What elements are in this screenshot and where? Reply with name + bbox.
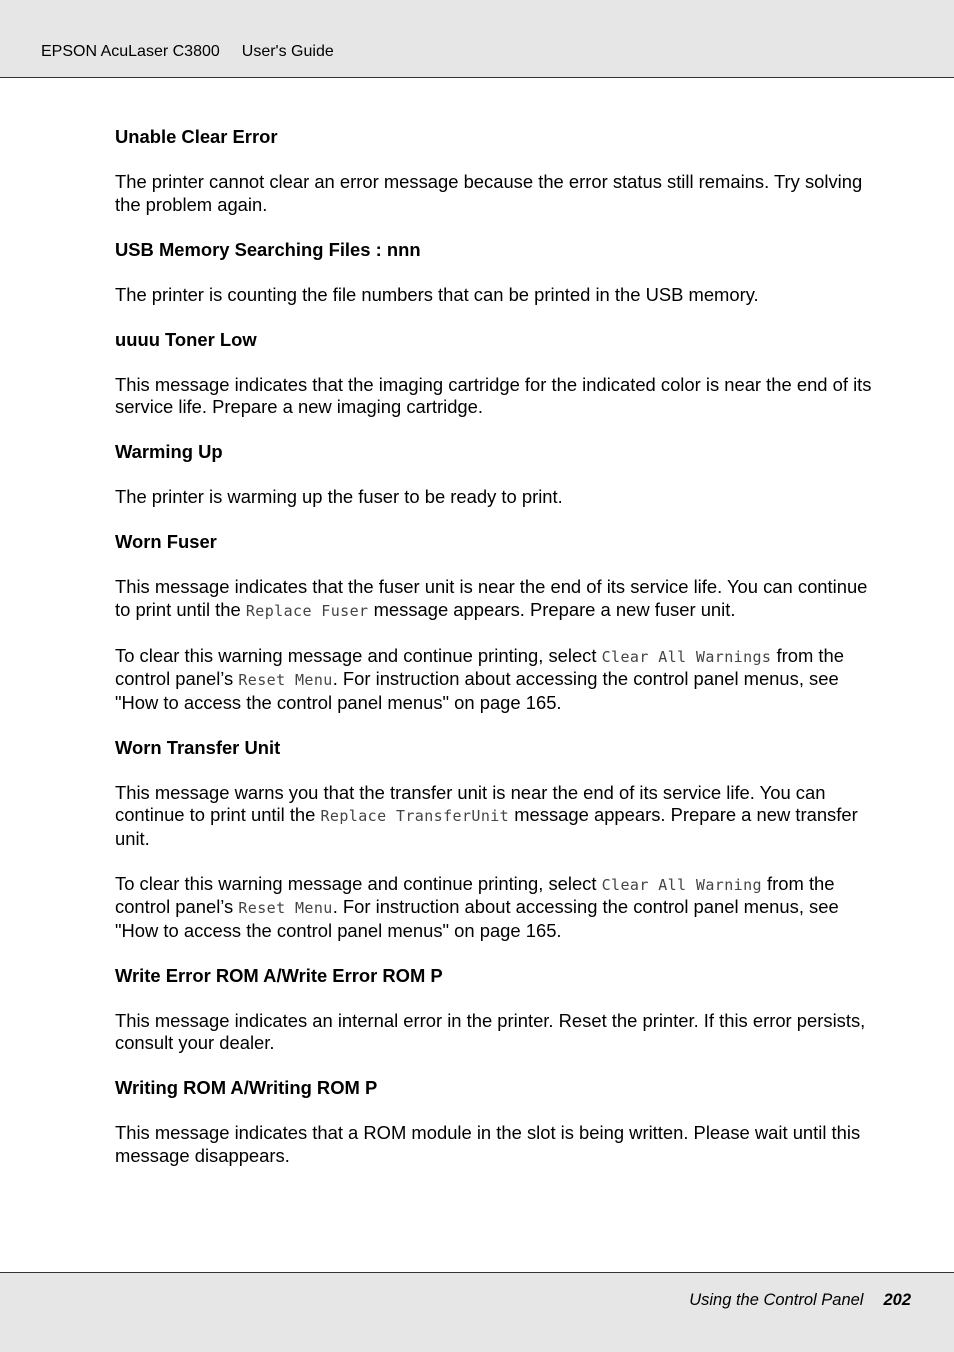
header-product: EPSON AcuLaser C3800 xyxy=(41,43,220,60)
paragraph-text: from the control panel’s xyxy=(115,644,844,689)
paragraph-text: . For instruction about accessing the control panel menus, see "How to access the control panel menus" on page 165. xyxy=(115,896,839,941)
main-content xyxy=(115,126,880,1190)
page-footer xyxy=(0,1272,954,1352)
section-heading: uuuu Toner Low xyxy=(115,328,257,350)
footer-section-title: Using the Control Panel xyxy=(689,1291,864,1309)
section-heading: Writing ROM A/Writing ROM P xyxy=(115,1077,378,1098)
paragraph-text: This message indicates that a ROM module in the slot is being written. Please wait until this message disappears. xyxy=(115,1122,861,1166)
paragraph-text: from the control panel’s xyxy=(115,872,835,917)
header-text xyxy=(41,43,334,61)
paragraph-text: message appears. Prepare a new transfer unit. xyxy=(115,804,858,849)
section-heading: Worn Fuser xyxy=(115,531,217,552)
panel-message-text: Replace Fuser xyxy=(245,601,369,620)
body-paragraph xyxy=(115,873,880,943)
body-paragraph xyxy=(115,1010,880,1055)
body-paragraph xyxy=(115,1122,880,1167)
panel-message-text: Reset Menu xyxy=(238,899,333,917)
body-paragraph xyxy=(115,782,880,851)
paragraph-text: message appears. Prepare a new fuser unit. xyxy=(368,598,736,620)
footer-text xyxy=(689,1290,911,1310)
body-paragraph xyxy=(115,284,880,307)
paragraph-text: To clear this warning message and continue printing, select xyxy=(115,872,602,894)
paragraph-text: This message indicates that the fuser unit is near the end of its service life. You can continue to print until the xyxy=(115,576,868,620)
page-header xyxy=(0,0,954,78)
section-heading: Write Error ROM A/Write Error ROM P xyxy=(115,964,443,986)
body-paragraph xyxy=(115,486,880,509)
body-paragraph xyxy=(115,645,880,715)
header-guide-title: User's Guide xyxy=(241,43,334,60)
paragraph-text: The printer cannot clear an error message because the error status still remains. Try solving the problem again. xyxy=(115,171,863,215)
section-heading: USB Memory Searching Files : nnn xyxy=(115,238,421,260)
paragraph-text: The printer is warming up the fuser to be ready to print. xyxy=(115,486,563,507)
page-number: 202 xyxy=(883,1291,911,1309)
paragraph-text: This message indicates that the imaging cartridge for the indicated color is near the end of its service life. Prepare a new imaging cartridge. xyxy=(115,373,872,417)
section-heading: Worn Transfer Unit xyxy=(115,736,281,758)
paragraph-text: This message warns you that the transfer unit is near the end of its service life. You can continue to print until the xyxy=(115,781,826,825)
paragraph-text: This message indicates an internal error in the printer. Reset the printer. If this error persists, consult your dealer. xyxy=(115,1009,866,1053)
paragraph-text: . For instruction about accessing the control panel menus, see "How to access the control panel menus" on page 165. xyxy=(115,668,839,713)
panel-message-text: Clear All Warnings xyxy=(601,647,772,666)
panel-message-text: Reset Menu xyxy=(238,671,333,689)
paragraph-text: To clear this warning message and continue printing, select xyxy=(115,644,602,666)
paragraph-text: The printer is counting the file numbers that can be printed in the USB memory. xyxy=(115,283,759,305)
panel-message-text: Replace TransferUnit xyxy=(320,807,510,825)
body-paragraph xyxy=(115,374,880,419)
panel-message-text: Clear All Warning xyxy=(601,875,762,894)
section-heading: Unable Clear Error xyxy=(115,126,278,147)
section-heading: Warming Up xyxy=(115,441,223,462)
body-paragraph xyxy=(115,171,880,216)
body-paragraph xyxy=(115,576,880,622)
